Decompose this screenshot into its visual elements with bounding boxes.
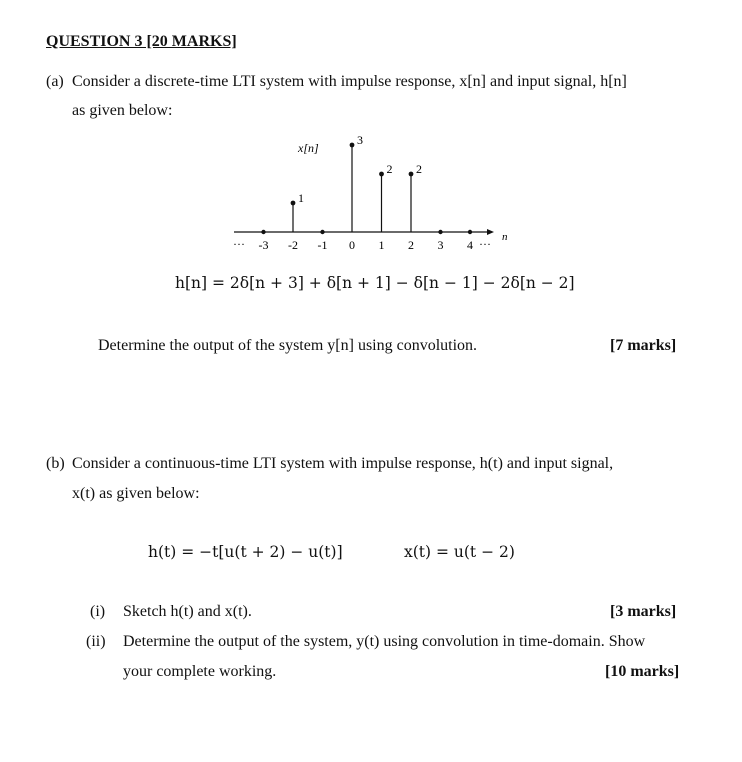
tick-label: 3 — [437, 238, 444, 252]
item-i-marks: [3 marks] — [610, 603, 677, 620]
x-axis-label: n — [502, 231, 508, 243]
part-b-line1: Consider a continuous-time LTI system with impulse response, h(t) and input signal, — [72, 455, 614, 472]
hn-equation: h[n] = 2δ[n + 3] + δ[n + 1] − δ[n − 1] − 2δ[n − 2] — [175, 274, 575, 292]
tick-label: -2 — [288, 238, 298, 252]
zero-sample-point — [438, 230, 442, 234]
item-ii-text: Determine the output of the system, y(t) using convolution in time-domain. Show — [123, 633, 646, 650]
question-heading: QUESTION 3 [20 MARKS] — [46, 33, 237, 50]
part-a-marks: [7 marks] — [610, 337, 677, 354]
item-ii-text2: your complete working. — [123, 663, 277, 680]
stem-value-label: 1 — [298, 191, 304, 205]
item-i-text: Sketch h(t) and x(t). — [123, 603, 252, 620]
part-b-label: (b) — [46, 455, 65, 472]
part-b-line2: x(t) as given below: — [72, 485, 200, 502]
item-ii-num: (ii) — [86, 633, 106, 650]
stem-point — [350, 143, 355, 148]
right-ellipsis: ··· — [479, 237, 491, 251]
zero-sample-point — [320, 230, 324, 234]
stem-point — [291, 201, 296, 206]
tick-label: -3 — [258, 238, 269, 252]
zero-sample-point — [468, 230, 472, 234]
stem-layer — [233, 133, 508, 252]
item-ii-marks: [10 marks] — [605, 663, 680, 680]
tick-label: 4 — [467, 238, 473, 252]
stem-point — [379, 172, 384, 177]
plot-title: x[n] — [298, 141, 319, 155]
xn-stem-plot — [0, 0, 742, 262]
part-a-line2: as given below: — [72, 102, 173, 119]
ht-equation: h(t) = −t[u(t + 2) − u(t)] — [148, 543, 343, 561]
stem-point — [409, 172, 414, 177]
stem-value-label: 2 — [386, 162, 393, 176]
tick-label: -1 — [317, 238, 328, 252]
stem-value-label: 3 — [357, 133, 363, 147]
part-a-line1: Consider a discrete-time LTI system with impulse response, x[n] and input signal, h[n] — [72, 73, 627, 90]
x-axis-arrow — [487, 229, 494, 235]
zero-sample-point — [261, 230, 265, 234]
tick-label: 0 — [349, 238, 355, 252]
part-a-label: (a) — [46, 73, 64, 90]
stem-value-label: 2 — [416, 162, 422, 176]
xt-equation: x(t) = u(t − 2) — [404, 543, 515, 561]
part-a-task: Determine the output of the system y[n] using convolution. — [98, 337, 478, 354]
tick-label: 2 — [408, 238, 414, 252]
tick-label: 1 — [378, 238, 385, 252]
item-i-num: (i) — [90, 603, 106, 620]
left-ellipsis: ··· — [233, 237, 245, 251]
